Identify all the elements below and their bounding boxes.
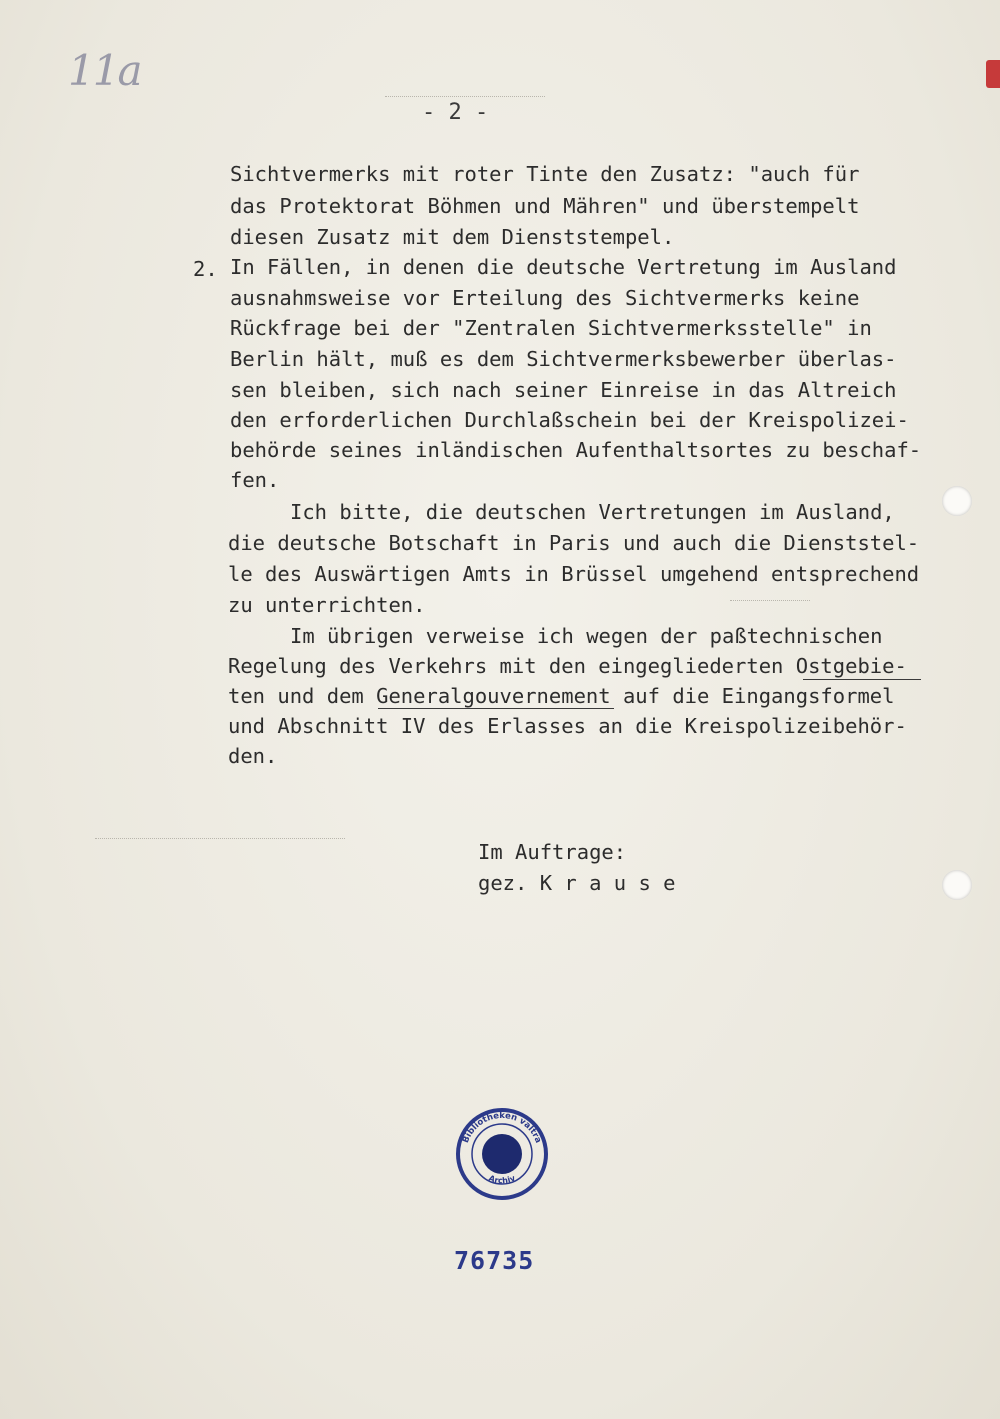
body-line: behörde seines inländischen Aufenthaltsortes zu beschaf- bbox=[230, 438, 922, 462]
body-line: le des Auswärtigen Amts in Brüssel umgehend entsprechend bbox=[228, 562, 920, 586]
archive-stamp bbox=[454, 1106, 550, 1202]
body-line: zu unterrichten. bbox=[228, 593, 426, 617]
show-through-line bbox=[385, 96, 545, 98]
list-marker: 2. bbox=[193, 257, 218, 281]
ink-underline bbox=[803, 679, 921, 680]
show-through-line bbox=[95, 838, 345, 840]
body-line: und Abschnitt IV des Erlasses an die Kreispolizeibehör- bbox=[228, 714, 907, 738]
body-line: Rückfrage bei der "Zentralen Sichtvermerksstelle" in bbox=[230, 316, 872, 340]
body-line: In Fällen, in denen die deutsche Vertretung im Ausland bbox=[230, 255, 897, 279]
page-number: - 2 - bbox=[422, 100, 489, 125]
svg-text:Archiv: Archiv bbox=[487, 1173, 517, 1186]
body-line: Sichtvermerks mit roter Tinte den Zusatz: "auch für bbox=[230, 162, 860, 186]
body-line: die deutsche Botschaft in Paris und auch die Dienststel- bbox=[228, 531, 920, 555]
red-edge-tab bbox=[986, 60, 1000, 88]
svg-text:Bibliotheken valtra: Bibliotheken valtra bbox=[460, 1111, 544, 1145]
signature-line: Im Auftrage: bbox=[478, 840, 627, 864]
body-line: Im übrigen verweise ich wegen der paßtechnischen bbox=[290, 624, 883, 648]
body-line: fen. bbox=[230, 468, 280, 492]
body-line: Regelung des Verkehrs mit den eingegliederten Ostgebie- bbox=[228, 654, 907, 678]
show-through-line bbox=[730, 600, 810, 602]
pencil-folio-mark: 11a bbox=[68, 46, 141, 95]
punch-hole bbox=[942, 870, 972, 900]
body-line: Ich bitte, die deutschen Vertretungen im Ausland, bbox=[290, 500, 895, 524]
body-line: ten und dem Generalgouvernement auf die Eingangsformel bbox=[228, 684, 895, 708]
punch-hole bbox=[942, 486, 972, 516]
signature-name: gez. K r a u s e bbox=[478, 871, 676, 895]
ink-underline bbox=[378, 708, 614, 709]
body-line: Berlin hält, muß es dem Sichtvermerksbewerber überlas- bbox=[230, 347, 897, 371]
body-line: sen bleiben, sich nach seiner Einreise in das Altreich bbox=[230, 378, 897, 402]
body-line: den. bbox=[228, 744, 278, 768]
body-line: das Protektorat Böhmen und Mähren" und überstempelt bbox=[230, 194, 860, 218]
body-line: diesen Zusatz mit dem Dienststempel. bbox=[230, 225, 675, 249]
body-line: den erforderlichen Durchlaßschein bei der Kreispolizei- bbox=[230, 408, 909, 432]
archive-number: 76735 bbox=[454, 1246, 535, 1275]
body-line: ausnahmsweise vor Erteilung des Sichtvermerks keine bbox=[230, 286, 860, 310]
